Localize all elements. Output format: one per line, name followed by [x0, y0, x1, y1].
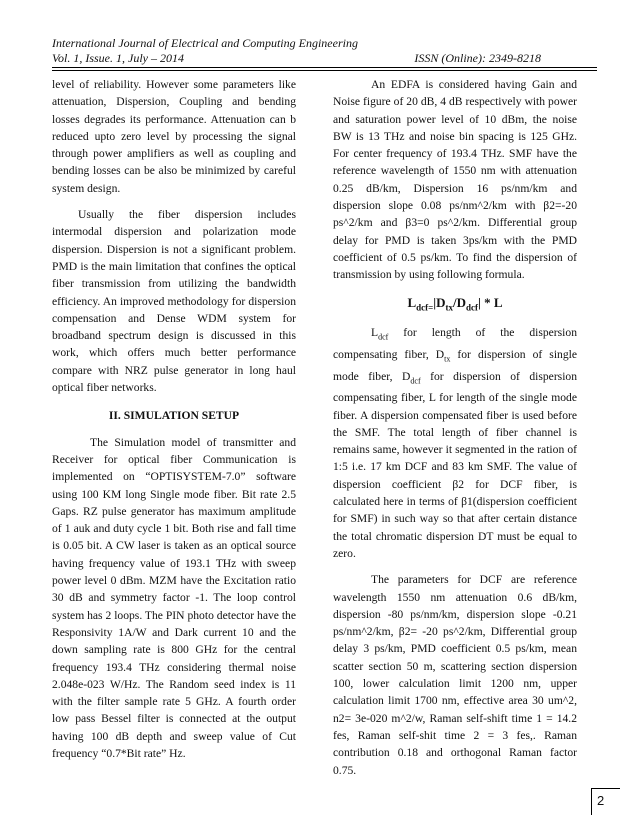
page-number: 2: [597, 793, 605, 808]
left-column: [52, 76, 296, 762]
paragraph: The Simulation model of transmitter and Receiver for optical fiber Communication is implemented on “OPTISYSTEM-7.0” software using 100 KM long Single mode fiber. Bit rate 2.5 Gaps. RZ pulse generator has maximum amplitude of 1 auk and duty cycle 1 bit. Both rise and fall time is 0.05 bit. A CW laser is taken as an optical source having frequency value of 193.1 THz with sweep power level 0 dBm. MZM have the Excitation ratio 30 dB and symmetry factor -1. The loop control system has 2 loops. The PIN photo detector have the Responsivity 1A/W and Dark current 10 and the down sampling rate is 800 GHz for the central frequency 193.4 THz considering thermal noise 2.048e-023 W/Hz. The Random seed index is 11 with the filter sample rate 5 GHz. A fourth order low pass Bessel filter is connected at the output having 100 dB depth and sweep value of Cut frequency “0.7*Bit rate” Hz.: [52, 435, 296, 760]
section-heading: II. SIMULATION SETUP: [108, 409, 240, 423]
running-header: [52, 36, 597, 65]
paragraph: An EDFA is considered having Gain and Noise figure of 20 dB, 4 dB respectively with power and saturation power level of 10 dBm, the noise BW is 13 THz and noise bin spacing is 125 GHz. For center frequency of 193.4 THz. SMF have the reference wavelength of 1550 nm with attenuation 0.25 dB/km, Dispersion 16 ps/nm/km and dispersion slope 0.08 ps/nm^2/km with β2=-20 ps^2/km and β3=0 ps^2/km. Differential group delay for PMD is taken 3ps/km with the PMD coefficient of 0.5 ps/km. To find the dispersion of transmission by using following formula.: [333, 78, 577, 282]
paragraph: Usually the fiber dispersion includes intermodal dispersion and polarization mode dispersion. Dispersion is not a significant problem. PMD is the main limitation that confines the optical fiber transmission from utilizing the bandwidth efficiency. An improved methodology for dispersion compensation and Dense WDM system for broadband spectrum design is discussed in this work, which offers much better performance compare with NRZ pulse generator in long haul optical fiber networks.: [52, 208, 296, 395]
paragraph: level of reliability. However some parameters like attenuation, Dispersion, Coupling and bending losses degrades its performance. Attenuation can b reduced upto zero level by processing the signal through power amplifiers as well as coupling and bending losses can be also be minimized by careful system design.: [52, 78, 296, 195]
issn: ISSN (Online): 2349-8218: [414, 50, 541, 65]
paragraph: $L_{dcf}$ for length of the dispersion compensating fiber, $D_{tx}$ for dispersion of single mode fiber, $D_{dcf}$ for dispersion of dispersion compensating fiber, L for length of the single mode fiber. A dispersion compensated fiber is used before the SMF. The total length of fiber channel is remains same, however it segmented in the ration of 1:5 i.e. 17 km DCF and 83 km SMF. The value of dispersion coefficient β2 for DCF fiber, is calculated here in terms of β1(dispersion coefficient for SMF) in such way so that after certain distance the total chromatic dispersion DT must be equal to zero.: [333, 326, 578, 560]
page-number-box: [591, 788, 620, 815]
dispersion-formula: $L_{dcf=}|D_{tx}/D_{dcf}|$ * L: [407, 294, 503, 313]
paragraph: The parameters for DCF are reference wavelength 1550 nm attenuation 0.6 dB/km, dispersion -80 ps/nm/km, dispersion slope -0.21 ps/nm^2/km, β2= -20 ps^2/km, Differential group delay 3 ps/km, PMD coefficient 0.5 ps/km, mean scatter section 50 m, scattering section dispersion 100, lower calculation limit 1200 nm, upper calculation limit 1700 nm, effective area 30 um^2, n2= 3e-020 m^2/w, Raman self-shift time 1 = 14.2 fes, Raman self-shit time 2 = 3 fes,. Raman contribution 0.18 and orthogonal Raman factor 0.75.: [333, 573, 577, 777]
header-rule-bottom: [52, 70, 597, 71]
volume-info: Vol. 1, Issue. 1, July – 2014: [52, 50, 184, 65]
journal-title: International Journal of Electrical and Computing Engineering: [52, 36, 358, 50]
header-rule-top: [52, 67, 597, 68]
right-column: [333, 76, 577, 779]
